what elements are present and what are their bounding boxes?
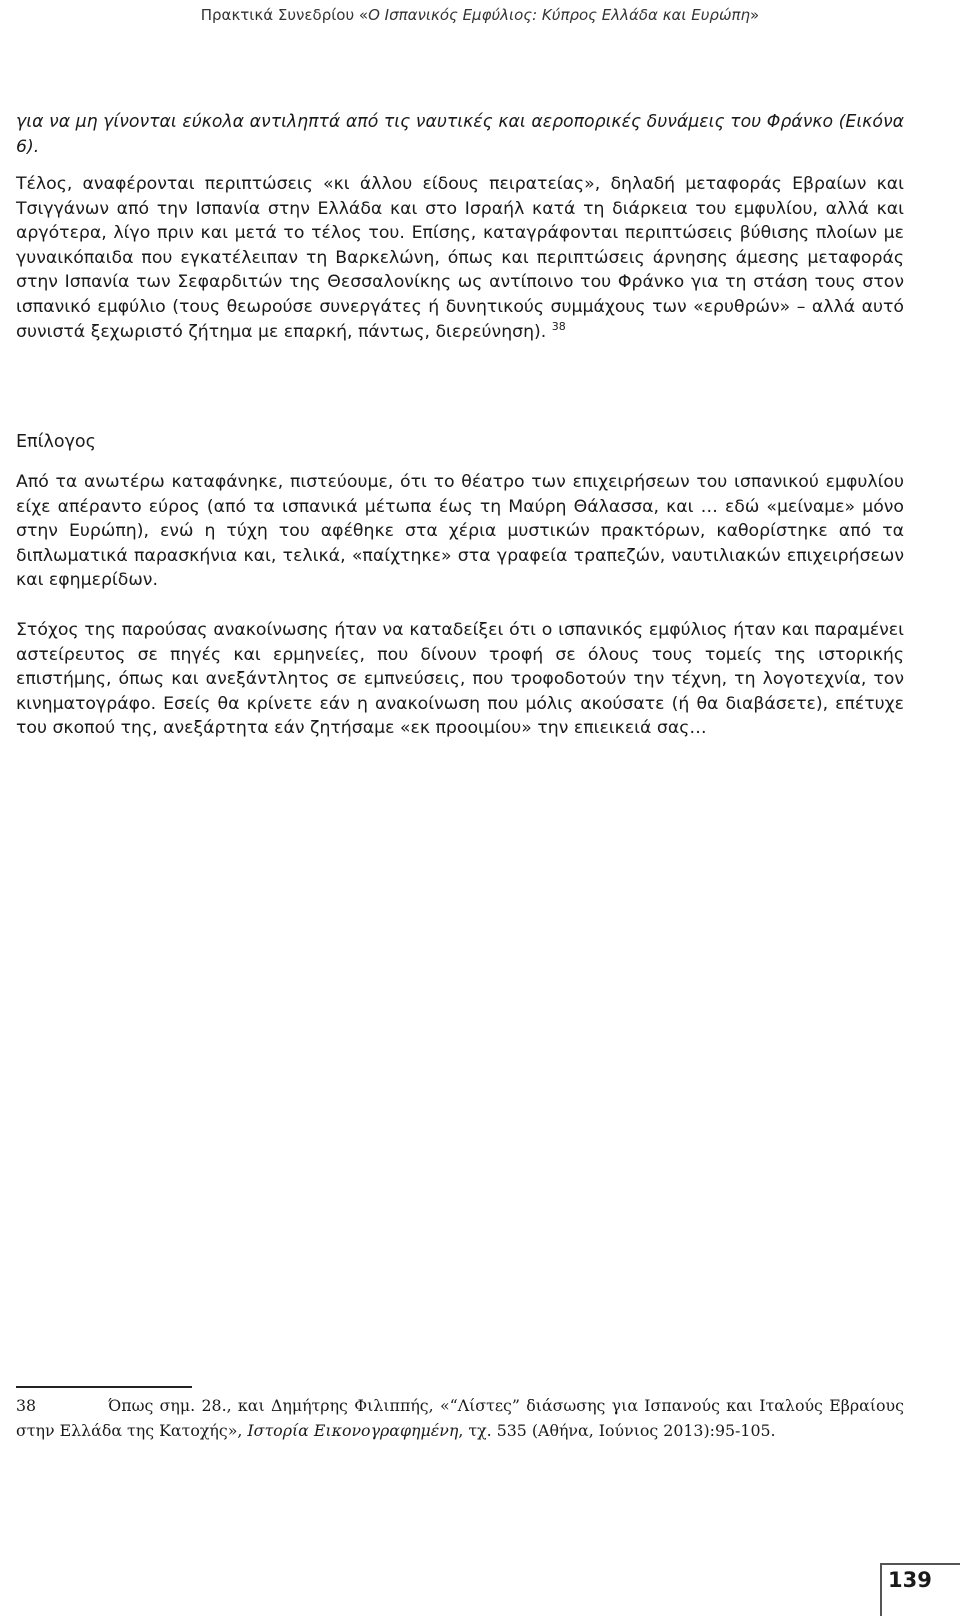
header-suffix: » xyxy=(750,6,760,24)
paragraph-2-body xyxy=(16,172,904,344)
paragraph-4 xyxy=(16,618,904,741)
paragraph-1 xyxy=(16,110,904,159)
paragraph-3-text: Από τα ανωτέρω καταφάνηκε, πιστεύουμε, ότι το θέατρο των επιχειρήσεων του ισπανικού εμφυλίου είχε απέραντο εύρος (από τα ισπανικά μέτωπα έως τη Μαύρη Θάλασσα, και … εδώ «μείναμε» μόνο στην Ευρώπη), ενώ η τύχη του αφέθηκε στα χέρια μυστικών πρακτόρων, καθορίστηκε από τα διπλωματικά παρασκήνια και, τελικά, «παίχτηκε» στα γραφεία τραπεζών, ναυτιλιακών επιχειρήσεων και εφημερίδων. xyxy=(16,472,904,591)
paragraph-3 xyxy=(16,470,904,593)
footnote-38 xyxy=(16,1393,904,1443)
section-heading-epilogue: Επίλογος xyxy=(16,432,96,452)
paragraph-1-text: για να μη γίνονται εύκολα αντιληπτά από τις ναυτικές και αεροπορικές δυνάμεις του Φράνκο (Εικόνα 6). xyxy=(16,112,904,157)
footnote-journal: Ιστορία Εικονογραφημένη xyxy=(247,1421,459,1440)
paragraph-2-text: Τέλος, αναφέρονται περιπτώσεις «κι άλλου είδους πειρατείας», δηλαδή μεταφοράς Εβραίων και Τσιγγάνων από την Ισπανία στην Ελλάδα και στο Ισραήλ κατά τη διάρκεια του εμφυλίου, αλλά και αργότερα, λίγο πριν και μετά το τέλος του. Επίσης, καταγράφονται περιπτώσεις βύθισης πλοίων με γυναικόπαιδα που εγκατέλειπαν τη Βαρκελώνη, όπως και περιπτώσεις άρνησης άμεσης μεταφοράς στην Ισπανία των Σεφαρδιτών της Θεσσαλονίκης ως αντίποινο του Φράνκο για τη στάση τους στον ισπανικό εμφύλιο (τους θεωρούσε συνεργάτες ή δυνητικούς συμμάχους των «ερυθρών» – αλλά αυτό συνιστά ξεχωριστό ζήτημα με επαρκή, πάντως, διερεύνηση). xyxy=(16,174,904,342)
footnote-text-b: , τχ. 535 (Αθήνα, Ιούνιος 2013):95-105. xyxy=(458,1421,776,1440)
page-number: 139 xyxy=(888,1568,932,1592)
footnote-text-a: Όπως σημ. 28., και Δημήτρης Φιλιππής, «“Λίστες” διάσωσης για Ισπανούς και Ιταλούς Εβραίους στην Ελλάδα της Κατοχής», xyxy=(16,1396,904,1440)
footnote-divider xyxy=(16,1386,192,1388)
paragraph-4-text: Στόχος της παρούσας ανακοίνωσης ήταν να καταδείξει ότι ο ισπανικός εμφύλιος ήταν και παραμένει αστείρευτος σε πηγές και ερμηνείες, που δίνουν τροφή σε όλους τους τομείς της ιστορικής επιστήμης, όπως και ανεξάντλητος σε εμπνεύσεις, που τροφοδοτούν την τέχνη, τη λογοτεχνία, τον κινηματογράφο. Εσείς θα κρίνετε εάν η ανακοίνωση που μόλις ακούσατε (ή θα διαβάσετε), επέτυχε του σκοπού της, ανεξάρτητα εάν ζητήσαμε «εκ προοιμίου» την επιεικειά σας… xyxy=(16,620,904,739)
header-prefix: Πρακτικά Συνεδρίου « xyxy=(200,6,369,24)
running-header xyxy=(0,6,960,24)
footnote-ref-38[interactable]: 38 xyxy=(551,319,566,333)
header-title: Ο Ισπανικός Εμφύλιος: Κύπρος Ελλάδα και Ευρώπη xyxy=(368,6,751,24)
footnote-number: 38 xyxy=(16,1396,37,1415)
paragraph-2 xyxy=(16,172,904,344)
